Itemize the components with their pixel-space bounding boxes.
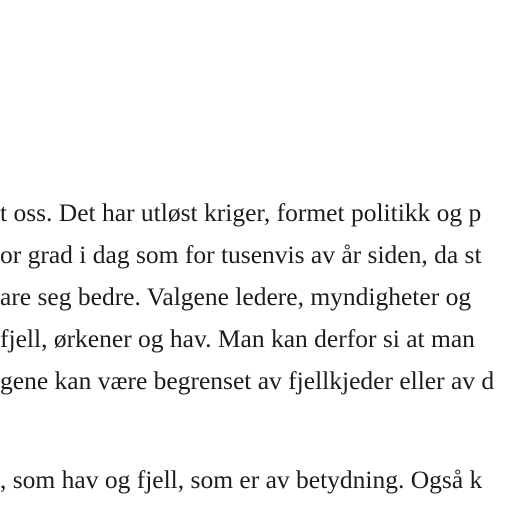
paragraph-1-line-4: fjell, ørkener og hav. Man kan derfor si at man bbox=[0, 324, 475, 353]
paragraph-1-line-5: gene kan være begrenset av fjellkjeder eller av d bbox=[0, 366, 495, 395]
paragraph-1-line-3: are seg bedre. Valgene ledere, myndigheter og bbox=[0, 282, 472, 311]
paragraph-1-line-1: t oss. Det har utløst kriger, formet politikk og p bbox=[0, 198, 482, 227]
paragraph-1-line-2: or grad i dag som for tusenvis av år siden, da st bbox=[0, 240, 482, 269]
paragraph-2-line-1: , som hav og fjell, som er av betydning. Også k bbox=[0, 465, 483, 494]
